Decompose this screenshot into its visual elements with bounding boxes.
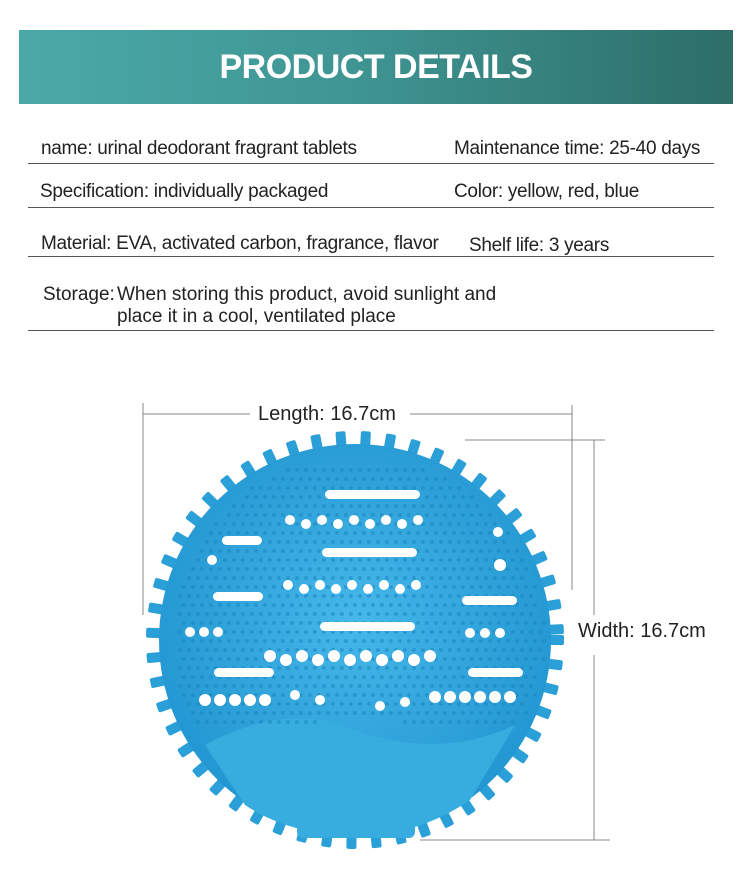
- spec-storage-label: Storage:: [43, 284, 115, 305]
- divider: [28, 163, 714, 164]
- spec-specification: Specification: individually packaged: [40, 181, 329, 202]
- length-label: Length: 16.7cm: [254, 403, 400, 426]
- screen-body: [146, 431, 564, 849]
- title-banner: [19, 30, 733, 104]
- spec-material: Material: EVA, activated carbon, fragrance, flavor: [41, 233, 439, 254]
- spec-name: name: urinal deodorant fragrant tablets: [41, 138, 357, 159]
- page-title: PRODUCT DETAILS: [219, 47, 533, 86]
- divider: [28, 207, 714, 208]
- divider: [28, 330, 714, 331]
- spec-storage-text: When storing this product, avoid sunlight and place it in a cool, ventilated place: [117, 284, 497, 327]
- product-diagram: [0, 380, 750, 885]
- spec-color: Color: yellow, red, blue: [454, 181, 640, 202]
- width-label: Width: 16.7cm: [574, 620, 710, 643]
- spec-shelf-life: Shelf life: 3 years: [469, 235, 610, 256]
- spec-maintenance-time: Maintenance time: 25-40 days: [454, 138, 701, 159]
- divider: [28, 256, 714, 257]
